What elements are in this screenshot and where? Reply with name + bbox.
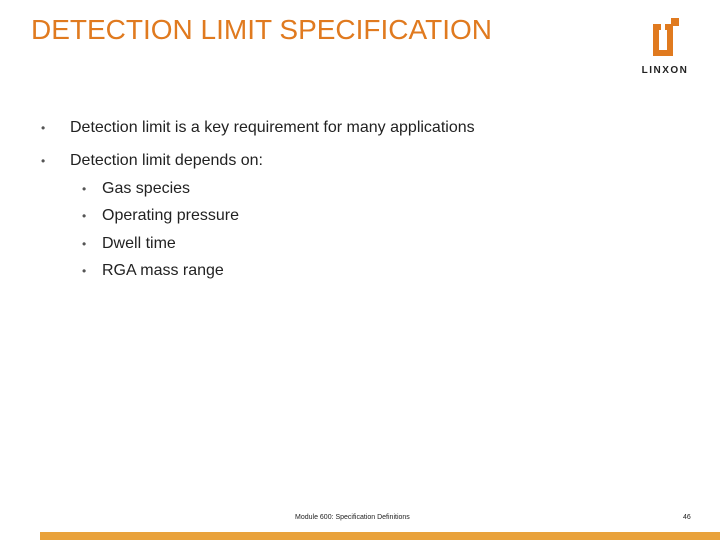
bullet-text: Dwell time (102, 235, 176, 252)
bracket-logo-icon (651, 18, 681, 58)
slide-title: DETECTION LIMIT SPECIFICATION (31, 14, 493, 45)
page-number: 46 (683, 514, 691, 521)
bullet-dot: • (82, 182, 87, 196)
company-logo (636, 18, 694, 76)
bullet-dot: • (82, 209, 87, 223)
footer-text: Module 600: Specification Definitions (295, 514, 410, 521)
bullet-text: Operating pressure (102, 207, 239, 224)
bullet-text: Detection limit is a key requirement for many applications (70, 119, 475, 136)
bullet-dot: • (82, 264, 87, 278)
bullet-text: RGA mass range (102, 262, 224, 279)
logo-text: LINXON (641, 65, 689, 76)
bullet-dot: • (82, 237, 87, 251)
bullet-text: Detection limit depends on: (70, 152, 263, 169)
bullet-text: Gas species (102, 180, 191, 197)
bullet-dot: • (41, 154, 46, 168)
footer-bar (40, 532, 720, 540)
bullet-dot: • (41, 121, 46, 135)
